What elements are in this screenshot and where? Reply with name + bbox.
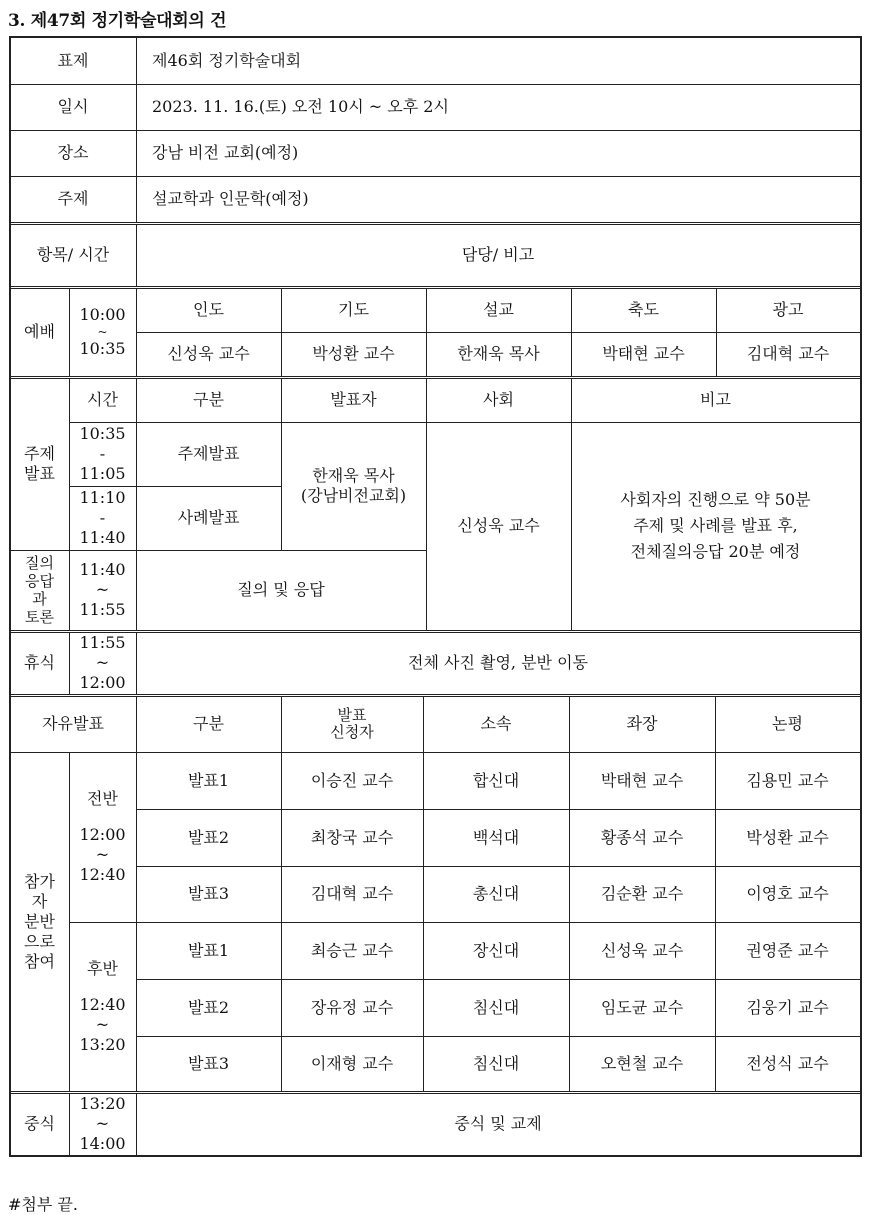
column-line [69, 288, 70, 376]
free-row-4-affiliation: 장신대 [472, 940, 520, 960]
theme-presentation-type: 주제발표 [177, 444, 240, 463]
qa-label-line1: 질의 [25, 554, 54, 572]
section-divider [10, 1091, 860, 1092]
free-row-1-applicant: 이승진 교수 [310, 770, 394, 790]
info-value-title: 제46회 정기학술대회 [152, 51, 302, 70]
free-row-1-affiliation: 합신대 [472, 770, 520, 790]
session-moderator: 신성욱 교수 [457, 516, 540, 535]
row-line [136, 809, 860, 810]
row-line [136, 866, 860, 867]
theme-time-end: 11:05 [79, 464, 126, 483]
free-row-6-affiliation: 침신대 [472, 1053, 520, 1073]
theme-presentation-label [10, 378, 69, 550]
section-divider [10, 694, 860, 695]
column-line [715, 696, 716, 1091]
free-row-5-applicant: 장유정 교수 [310, 997, 394, 1017]
free-col-applicant: 발표 신청자 [330, 706, 374, 741]
free-col-type: 구분 [193, 714, 224, 733]
first-half-label: 전반 [87, 789, 118, 808]
worship-person-prayer: 박성환 교수 [312, 344, 395, 363]
free-row-6-applicant: 이재형 교수 [310, 1053, 394, 1073]
participant-line2: 자 [31, 891, 48, 911]
row-line [10, 752, 860, 753]
first-half-start: 12:00 [79, 825, 126, 844]
free-row-3-review: 이영호 교수 [746, 884, 829, 903]
lunch-time-end: 14:00 [79, 1134, 126, 1153]
free-col-chair: 좌장 [626, 714, 658, 733]
section-title: 3. 제47회 정기학술대회의 건 [8, 11, 227, 31]
footer-note: #첨부 끝. [8, 1195, 78, 1214]
worship-person-sermon: 한재욱 목사 [457, 344, 540, 363]
row-line [69, 486, 281, 487]
worship-time-end: 10:35 [79, 339, 126, 358]
header-charge-note: 담당/ 비고 [461, 245, 535, 264]
free-row-2-applicant: 최창국 교수 [310, 827, 394, 847]
break-label: 휴식 [24, 653, 55, 672]
qa-text: 질의 및 응답 [237, 580, 325, 599]
column-line [69, 632, 70, 694]
lunch-time-start: 13:20 [79, 1094, 126, 1113]
info-label-date: 일시 [57, 97, 89, 116]
row-line [69, 422, 860, 423]
column-line [136, 38, 137, 222]
info-value-place: 강남 비전 교회(예정) [152, 143, 299, 162]
participant-line3: 분반 [24, 911, 55, 931]
lunch-time-sep: ~ [95, 1114, 110, 1133]
info-value-theme: 설교학과 인문학(예정) [152, 189, 309, 208]
free-row-1-type: 발표1 [187, 770, 230, 790]
case-time-start: 11:10 [79, 488, 126, 507]
free-row-5-affiliation: 침신대 [472, 997, 520, 1017]
free-row-6-chair: 오현철 교수 [600, 1053, 684, 1073]
info-label-place: 장소 [57, 143, 89, 162]
theme-time [69, 422, 136, 486]
case-time-sep: - [99, 508, 106, 527]
free-col-label: 자유발표 [42, 714, 104, 733]
column-line [136, 696, 137, 1091]
row-line [136, 979, 860, 980]
note-line3: 전체질의응답 20분 예정 [630, 542, 801, 561]
worship-time [69, 288, 136, 376]
qa-label-line3: 과 [32, 590, 47, 608]
free-col-affiliation: 소속 [480, 714, 512, 733]
worship-time-start: 10:00 [79, 305, 126, 324]
free-row-3-affiliation: 총신대 [472, 884, 520, 903]
session-col-moderator: 사회 [483, 390, 514, 409]
lunch-label: 중식 [24, 1114, 55, 1133]
worship-person-announcement: 김대혁 교수 [746, 344, 830, 363]
qa-time [69, 550, 136, 630]
qa-label-line4: 토론 [25, 608, 54, 626]
worship-role-lead: 인도 [193, 300, 224, 319]
worship-role-prayer: 기도 [338, 300, 369, 319]
section-divider [10, 696, 860, 697]
column-line [136, 632, 137, 694]
qa-time-start: 11:40 [79, 560, 126, 579]
column-line [426, 378, 427, 630]
row-line [10, 130, 860, 131]
worship-person-benediction: 박태현 교수 [602, 344, 685, 363]
case-presentation-type: 사례발표 [177, 508, 240, 527]
theme-label-line1: 주제 [24, 444, 55, 463]
session-col-time: 시간 [87, 390, 118, 409]
case-time [69, 486, 136, 550]
first-half [69, 752, 136, 922]
free-row-4-review: 권영준 교수 [746, 940, 829, 960]
session-presenter [281, 422, 426, 550]
qa-time-sep: ~ [95, 580, 110, 599]
second-half-sep: ~ [95, 1014, 110, 1034]
qa-discussion-label [10, 550, 69, 630]
second-half-label: 후반 [87, 958, 118, 978]
presenter-name: 한재욱 목사 [312, 466, 395, 485]
worship-role-sermon: 설교 [483, 300, 514, 319]
theme-label-line2: 발표 [24, 464, 55, 483]
row-line [10, 176, 860, 177]
free-row-5-review: 김웅기 교수 [746, 997, 829, 1017]
free-row-1-review: 김용민 교수 [746, 770, 829, 790]
case-time-end: 11:40 [79, 528, 126, 547]
break-text: 전체 사진 촬영, 분반 이동 [408, 653, 588, 672]
section-divider [10, 224, 860, 225]
row-line [69, 922, 860, 923]
worship-label: 예배 [24, 322, 55, 341]
free-row-1-chair: 박태현 교수 [600, 770, 684, 790]
section-divider [10, 222, 860, 223]
break-time-end: 12:00 [79, 673, 126, 692]
break-time-start: 11:55 [79, 633, 126, 652]
column-line [281, 696, 282, 1091]
session-col-note: 비고 [700, 390, 731, 409]
column-line [136, 224, 137, 286]
section-divider [10, 1093, 860, 1094]
presenter-affiliation: (강남비전교회) [300, 486, 407, 505]
note-line1: 사회자의 진행으로 약 50분 [620, 490, 811, 509]
free-row-2-chair: 황종석 교수 [600, 827, 684, 847]
free-row-5-type: 발표2 [187, 997, 230, 1017]
column-line [571, 378, 572, 630]
section-divider [10, 630, 860, 631]
free-row-3-chair: 김순환 교수 [600, 884, 684, 903]
qa-time-end: 11:55 [79, 600, 126, 619]
info-value-date: 2023. 11. 16.(토) 오전 10시 ~ 오후 2시 [152, 97, 449, 116]
column-line [69, 378, 70, 630]
break-time [69, 632, 136, 694]
row-line [10, 84, 860, 85]
free-row-5-chair: 임도균 교수 [600, 997, 684, 1017]
section-divider [10, 286, 860, 287]
free-row-3-type: 발표3 [187, 884, 230, 903]
participant-line5: 참여 [24, 951, 55, 971]
column-line [569, 696, 570, 1091]
free-row-4-type: 발표1 [187, 940, 230, 960]
free-row-6-type: 발표3 [187, 1053, 230, 1073]
first-half-sep: ~ [95, 845, 110, 864]
row-line [136, 1036, 860, 1037]
worship-time-sep: ~ [97, 325, 108, 339]
free-row-2-type: 발표2 [187, 827, 230, 847]
header-item-time: 항목/ 시간 [36, 245, 110, 264]
free-col-review: 논평 [772, 714, 803, 733]
column-line [423, 696, 424, 1091]
second-half-start: 12:40 [79, 994, 126, 1014]
second-half-end: 13:20 [79, 1034, 126, 1054]
second-half [69, 922, 136, 1091]
session-col-presenter: 발표자 [330, 390, 377, 409]
free-row-3-applicant: 김대혁 교수 [310, 884, 394, 903]
theme-time-sep: - [99, 444, 106, 463]
column-line [136, 378, 137, 630]
column-line [136, 1093, 137, 1155]
column-line [69, 1093, 70, 1155]
row-line [136, 332, 860, 333]
free-row-2-affiliation: 백석대 [472, 827, 520, 847]
theme-time-start: 10:35 [79, 424, 126, 443]
participant-line1: 참가 [24, 871, 55, 891]
break-time-sep: ~ [95, 653, 110, 672]
session-note [571, 422, 860, 630]
participant-label [10, 752, 69, 1091]
row-line [10, 550, 426, 551]
qa-label-line2: 응답 [25, 572, 54, 590]
worship-person-lead: 신성욱 교수 [167, 344, 250, 363]
first-half-end: 12:40 [79, 865, 126, 884]
free-row-2-review: 박성환 교수 [746, 827, 829, 847]
info-label-title: 표제 [57, 51, 89, 70]
worship-role-announcement: 광고 [772, 300, 804, 319]
free-row-4-applicant: 최승근 교수 [310, 940, 394, 960]
session-col-type: 구분 [193, 390, 224, 409]
note-line2: 주제 및 사례를 발표 후, [633, 516, 798, 535]
participant-line4: 으로 [24, 931, 55, 951]
lunch-time [69, 1093, 136, 1155]
section-divider [10, 376, 860, 377]
worship-role-benediction: 축도 [628, 300, 659, 319]
column-line [281, 378, 282, 550]
section-divider [10, 288, 860, 289]
section-divider [10, 632, 860, 633]
free-row-6-review: 전성식 교수 [746, 1053, 829, 1073]
lunch-text: 중식 및 교제 [454, 1114, 542, 1133]
free-row-4-chair: 신성욱 교수 [600, 940, 684, 960]
info-label-theme: 주제 [57, 189, 89, 208]
section-divider [10, 378, 860, 379]
